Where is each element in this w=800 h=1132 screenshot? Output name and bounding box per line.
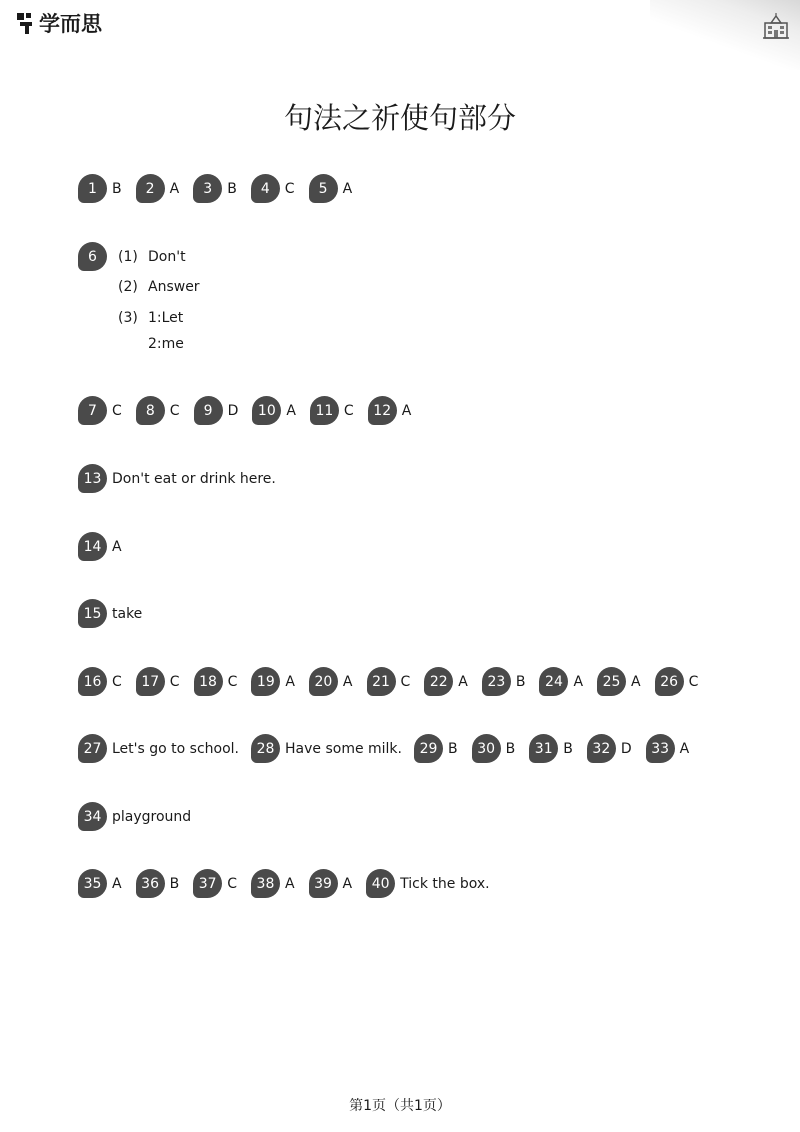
answer-text: D	[620, 740, 632, 757]
question-number-badge: 13	[78, 464, 107, 493]
q6-sub-answer: 2:me	[148, 336, 184, 352]
answer-text: take	[112, 605, 143, 622]
question-number-badge: 2	[136, 174, 165, 203]
answer-item	[136, 869, 180, 898]
answer-text: Let's go to school.	[112, 740, 239, 757]
answer-item	[78, 532, 122, 561]
page-title: 句法之祈使句部分	[283, 101, 516, 135]
answer-text: B	[448, 740, 458, 757]
question-number-badge: 29	[414, 734, 443, 763]
answer-item	[193, 174, 237, 203]
answer-row	[78, 242, 121, 271]
answer-text: C	[400, 673, 411, 690]
question-number-badge: 5	[309, 174, 338, 203]
answer-item	[194, 667, 238, 696]
answer-item	[78, 599, 142, 628]
logo-text: 学而思	[39, 12, 102, 36]
q6-sub-answer: Answer	[148, 279, 200, 295]
question-number-badge: 11	[310, 396, 339, 425]
answer-text: A	[285, 673, 295, 690]
answer-item	[78, 464, 276, 493]
answer-item	[193, 869, 237, 898]
answer-item	[309, 174, 353, 203]
answer-text: Don't eat or drink here.	[112, 470, 276, 487]
answer-item	[539, 667, 583, 696]
answer-text: A	[342, 673, 353, 690]
question-number-badge: 33	[646, 734, 675, 763]
question-number-badge: 10	[252, 396, 281, 425]
answer-text: B	[227, 180, 237, 197]
answer-row	[78, 174, 366, 203]
answer-item	[597, 667, 641, 696]
answer-item	[366, 869, 489, 898]
answer-item	[136, 174, 180, 203]
q6-sub-label: (2)	[118, 279, 138, 295]
answer-item	[414, 734, 458, 763]
question-number-badge: 19	[251, 667, 280, 696]
answer-text: B	[505, 740, 516, 757]
answer-text: A	[284, 875, 295, 892]
answer-item	[367, 667, 411, 696]
answer-text: A	[286, 402, 296, 419]
answer-item	[529, 734, 573, 763]
question-number-badge: 34	[78, 802, 107, 831]
question-number-badge: 26	[655, 667, 684, 696]
school-building-icon	[762, 12, 790, 40]
answer-row	[78, 532, 136, 561]
answer-item	[252, 396, 296, 425]
question-number-badge: 23	[482, 667, 511, 696]
answer-text: playground	[112, 808, 192, 825]
question-number-badge: 27	[78, 734, 107, 763]
answer-text: C	[343, 402, 354, 419]
answer-text: A	[342, 875, 353, 892]
answer-row	[78, 599, 154, 628]
answer-row	[78, 396, 425, 425]
answer-item	[78, 869, 122, 898]
answer-item	[78, 802, 191, 831]
answer-text: A	[112, 875, 122, 892]
q6-sub-label: (1)	[118, 249, 138, 265]
answer-item	[78, 734, 239, 763]
question-number-badge: 25	[597, 667, 626, 696]
answer-text: A	[342, 180, 353, 197]
answer-text: A	[679, 740, 690, 757]
answer-row	[78, 869, 502, 898]
answer-text: A	[169, 180, 180, 197]
answer-item	[368, 396, 412, 425]
question-number-badge: 8	[136, 396, 165, 425]
answer-text: C	[227, 673, 238, 690]
answer-row	[78, 802, 203, 831]
answer-text: C	[284, 180, 295, 197]
question-number-badge: 40	[366, 869, 395, 898]
answer-item	[136, 667, 180, 696]
question-number-badge: 22	[424, 667, 453, 696]
answer-item	[251, 869, 295, 898]
logo	[16, 8, 102, 38]
question-number-badge: 31	[529, 734, 558, 763]
answer-text: C	[112, 402, 122, 419]
answer-item	[309, 667, 353, 696]
question-number-badge: 35	[78, 869, 107, 898]
page-footer: 第1页（共1页）	[349, 1098, 451, 1114]
answer-item	[587, 734, 632, 763]
question-number-badge: 12	[368, 396, 397, 425]
question-number-badge: 36	[136, 869, 165, 898]
answer-item	[136, 396, 180, 425]
answer-text: A	[112, 538, 122, 555]
question-number-badge: 39	[309, 869, 338, 898]
question-number-badge: 18	[194, 667, 223, 696]
question-number-badge: 14	[78, 532, 107, 561]
answer-item	[78, 242, 107, 271]
answer-item	[251, 667, 295, 696]
answer-text: B	[169, 875, 180, 892]
question-number-badge: 17	[136, 667, 165, 696]
xueersi-logo-icon	[16, 11, 36, 35]
answer-item	[78, 396, 122, 425]
answer-text: C	[227, 875, 237, 892]
answer-text: A	[573, 673, 584, 690]
question-number-badge: 21	[367, 667, 396, 696]
q6-sub-label: (3)	[118, 310, 138, 326]
answer-row	[78, 667, 712, 696]
answer-text: A	[401, 402, 412, 419]
answer-text: C	[169, 402, 180, 419]
answer-item	[251, 734, 402, 763]
question-number-badge: 6	[78, 242, 107, 271]
answer-text: C	[169, 673, 180, 690]
answer-item	[78, 174, 122, 203]
question-number-badge: 1	[78, 174, 107, 203]
question-number-badge: 28	[251, 734, 280, 763]
answer-item	[482, 667, 526, 696]
q6-sub-answer: 1:Let	[148, 310, 184, 326]
question-number-badge: 37	[193, 869, 222, 898]
question-number-badge: 24	[539, 667, 568, 696]
question-number-badge: 30	[472, 734, 501, 763]
question-number-badge: 4	[251, 174, 280, 203]
answer-text: B	[563, 740, 573, 757]
answer-text: A	[458, 673, 468, 690]
answer-item	[646, 734, 690, 763]
question-number-badge: 20	[309, 667, 338, 696]
question-number-badge: 32	[587, 734, 616, 763]
question-number-badge: 15	[78, 599, 107, 628]
answer-text: Tick the box.	[400, 875, 490, 892]
answer-text: C	[688, 673, 699, 690]
answer-item	[194, 396, 239, 425]
answer-item	[78, 667, 122, 696]
answer-item	[472, 734, 516, 763]
answer-row	[78, 734, 703, 763]
answer-item	[310, 396, 354, 425]
answer-item	[251, 174, 295, 203]
question-number-badge: 16	[78, 667, 107, 696]
answer-text: B	[112, 180, 122, 197]
answer-text: B	[515, 673, 526, 690]
question-number-badge: 3	[193, 174, 222, 203]
question-number-badge: 7	[78, 396, 107, 425]
answer-item	[309, 869, 353, 898]
answer-row	[78, 464, 288, 493]
answer-text: C	[112, 673, 122, 690]
answer-text: Have some milk.	[285, 740, 402, 757]
answer-text: D	[227, 402, 239, 419]
question-number-badge: 9	[194, 396, 223, 425]
q6-sub-answer: Don't	[148, 249, 186, 265]
answer-text: A	[631, 673, 641, 690]
answer-item	[424, 667, 468, 696]
answer-item	[655, 667, 699, 696]
question-number-badge: 38	[251, 869, 280, 898]
